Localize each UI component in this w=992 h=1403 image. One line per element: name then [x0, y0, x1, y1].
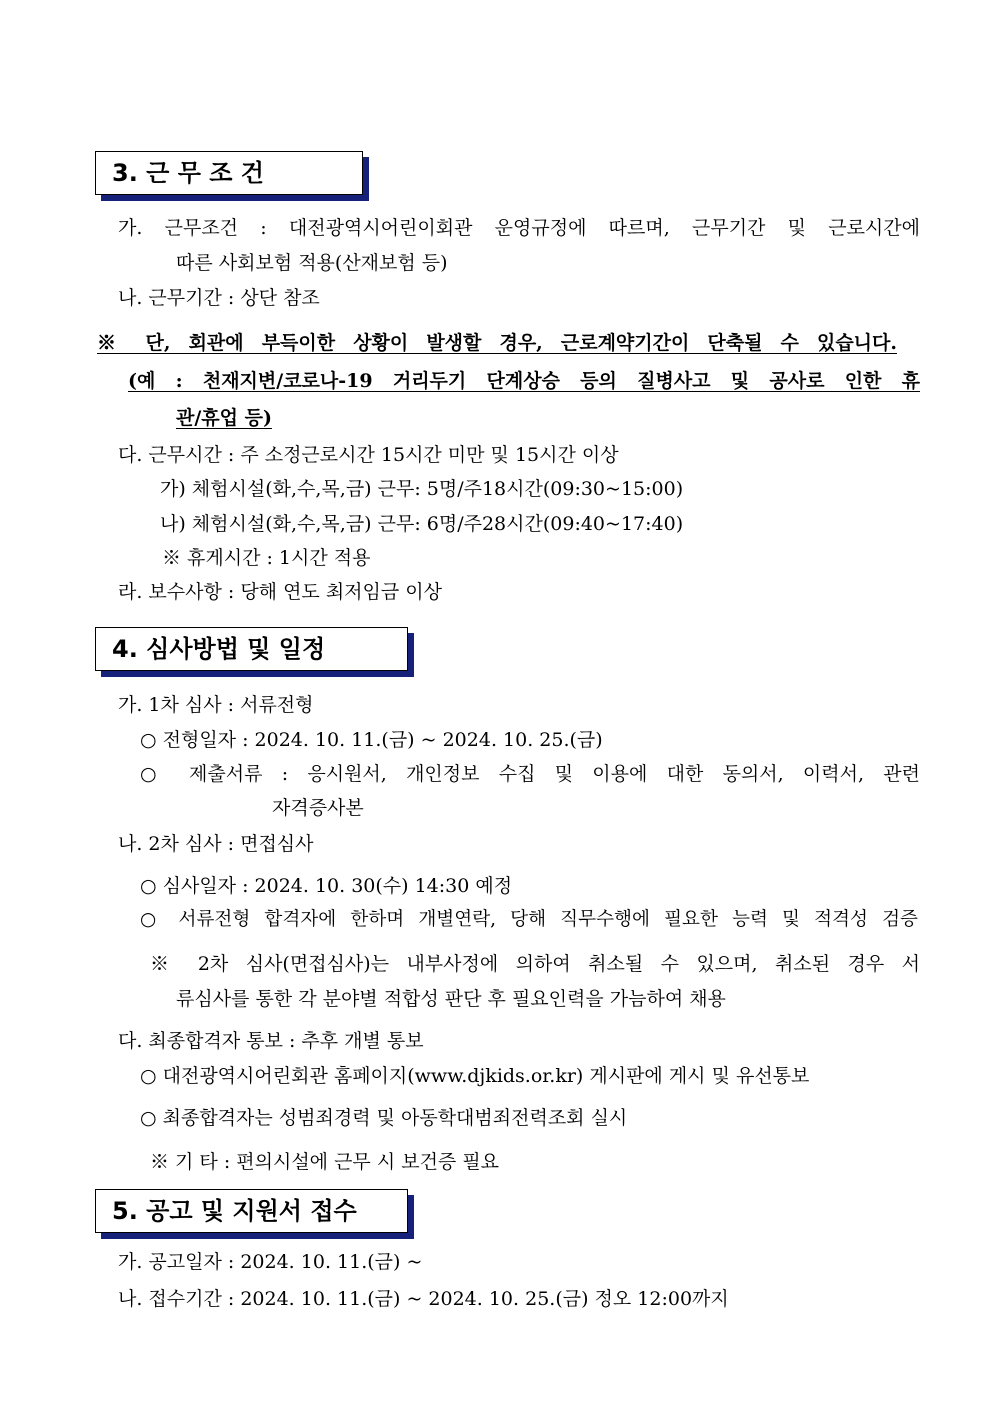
work-period-line: 나. 근무기간 : 상단 참조 — [118, 287, 320, 309]
work-hours-item-a: 가) 체험시설(화,수,목,금) 근무: 5명/주18시간(09:30~15:00) — [160, 478, 684, 500]
section-heading-screening — [95, 627, 408, 671]
break-time-note: ※ 휴게시간 : 1시간 적용 — [162, 547, 371, 569]
interview-cancel-note-cont: 류심사를 통한 각 분야별 적합성 판단 후 필요인력을 가늠하여 채용 — [176, 988, 726, 1010]
section-title: 5. 공고 및 지원서 접수 — [112, 1197, 357, 1225]
interview-cancel-note: ※ 2차 심사(면접심사)는 내부사정에 의하여 취소될 수 있으며, 취소된 경우 서 — [150, 953, 920, 975]
interview-date-line: ○ 심사일자 : 2024. 10. 30(수) 14:30 예정 — [140, 875, 513, 897]
section-heading-announcement — [95, 1189, 408, 1233]
screening-date-line: ○ 전형일자 : 2024. 10. 11.(금) ~ 2024. 10. 25.(금) — [140, 729, 603, 751]
documents-line-cont: 자격증사본 — [272, 797, 364, 819]
interview-target-line: ○ 서류전형 합격자에 한하며 개별연락, 당해 직무수행에 필요한 능력 및 적격성 검증 — [140, 909, 918, 930]
pay-line: 라. 보수사항 : 당해 연도 최저임금 이상 — [118, 581, 442, 603]
work-hours-line: 다. 근무시간 : 주 소정근로시간 15시간 미만 및 15시간 이상 — [118, 444, 619, 466]
second-screening-line: 나. 2차 심사 : 면접심사 — [118, 833, 314, 855]
notice-contract-shortening: ※ 단, 회관에 부득이한 상황이 발생할 경우, 근로계약기간이 단축될 수 있습니다. — [97, 332, 897, 354]
work-hours-item-b: 나) 체험시설(화,수,목,금) 근무: 6명/주28시간(09:40~17:40) — [160, 513, 684, 535]
work-conditions-line-cont: 따른 사회보험 적용(산재보험 등) — [176, 252, 448, 274]
application-period-line: 나. 접수기간 : 2024. 10. 11.(금) ~ 2024. 10. 25.(금) 정오 12:00까지 — [118, 1288, 729, 1310]
documents-line: ○ 제출서류 : 응시원서, 개인정보 수집 및 이용에 대한 동의서, 이력서, 관련 — [140, 763, 920, 785]
notice-example: (예 : 천재지변/코로나-19 거리두기 단계상승 등의 질병사고 및 공사로 인한 휴 — [128, 370, 920, 392]
other-note-line: ※ 기 타 : 편의시설에 근무 시 보건증 필요 — [150, 1151, 500, 1173]
first-screening-line: 가. 1차 심사 : 서류전형 — [118, 694, 314, 716]
work-conditions-line: 가. 근무조건 : 대전광역시어린이회관 운영규정에 따르며, 근무기간 및 근로시간에 — [118, 217, 920, 239]
notice-example-cont: 관/휴업 등) — [176, 407, 272, 429]
background-check-line: ○ 최종합격자는 성범죄경력 및 아동학대범죄전력조회 실시 — [140, 1107, 628, 1129]
section-heading-work-conditions — [95, 151, 363, 195]
section-title: 4. 심사방법 및 일정 — [112, 635, 326, 663]
final-notice-line: 다. 최종합격자 통보 : 추후 개별 통보 — [118, 1030, 424, 1052]
section-title: 3. 근 무 조 건 — [112, 159, 264, 187]
announcement-date-line: 가. 공고일자 : 2024. 10. 11.(금) ~ — [118, 1251, 423, 1273]
homepage-notice-line: ○ 대전광역시어린회관 홈페이지(www.djkids.or.kr) 게시판에 게시 및 유선통보 — [140, 1065, 810, 1087]
